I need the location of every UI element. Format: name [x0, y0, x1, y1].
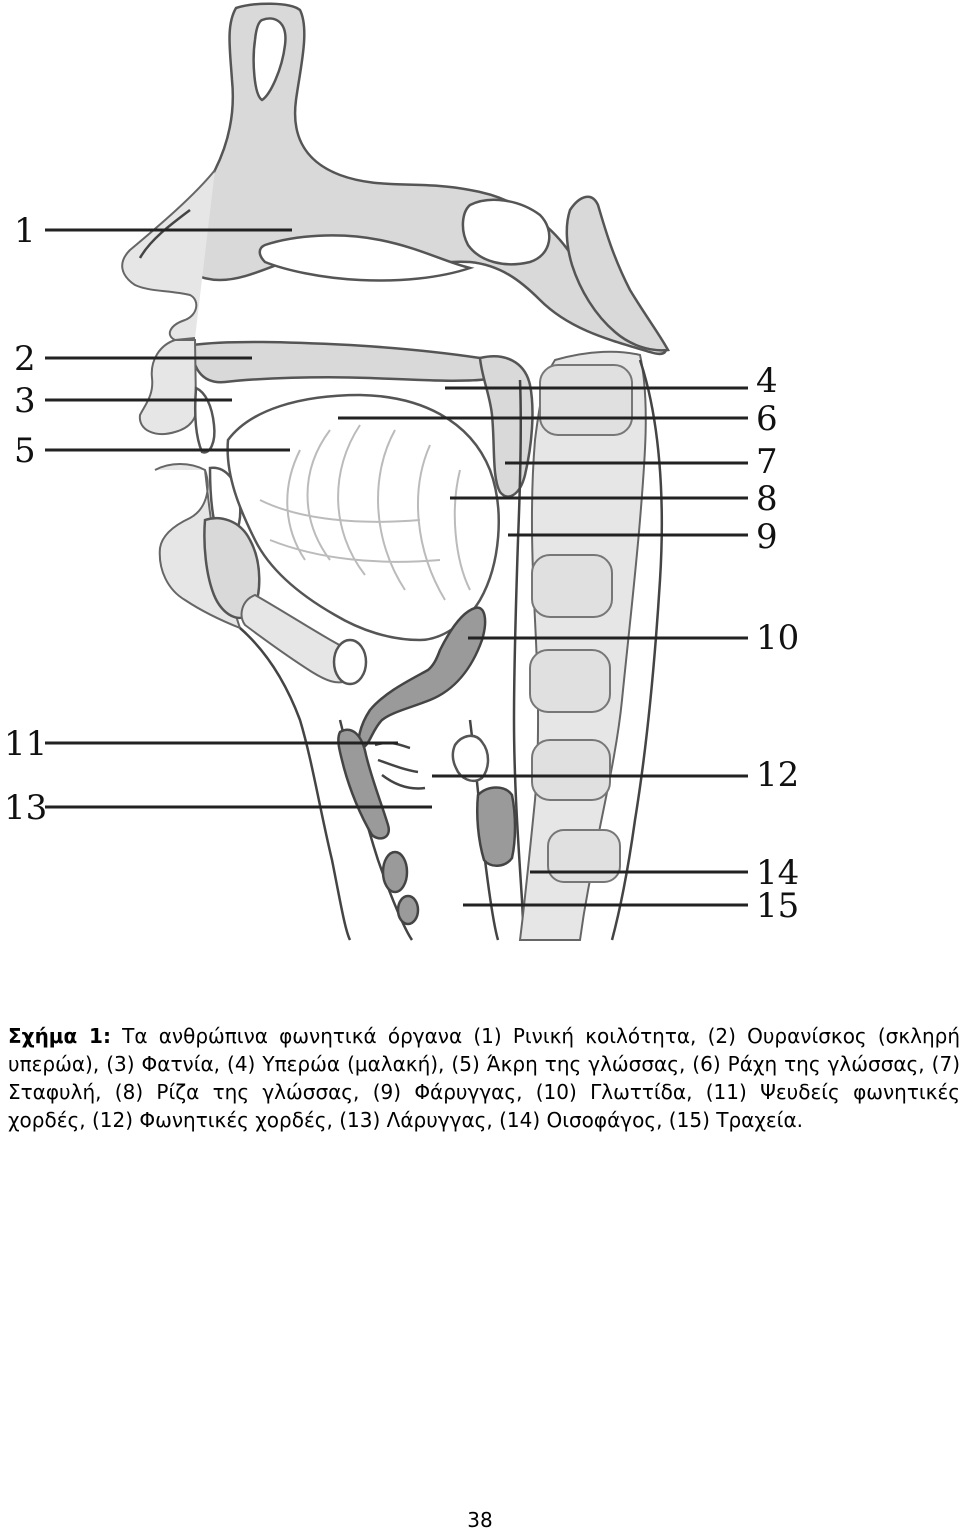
- label-13: 13: [4, 788, 48, 828]
- vertebra-3: [530, 650, 610, 712]
- label-10: 10: [756, 618, 800, 658]
- caption-text: Τα ανθρώπινα φωνητικά όργανα (1) Ρινική κοιλότητα, (2) Ουρανίσκος (σκληρή υπερώα), (3) Φατνία, (4) Υπερώα (μαλακή), (5) Άκρη της γλώσσας, (6) Ράχη της γλώσσας, (7) Σταφυλή, (8) Ρίζα της γλώσσας, (9) Φάρυγγας, (10) Γλωττίδα, (11) Ψευδείς φωνητικές χορδές, (12) Φωνητικές χορδές, (13) Λάρυγγας, (14) Οισοφάγος, (15) Τραχεία.: [8, 1024, 960, 1132]
- label-15: 15: [756, 886, 800, 926]
- caption-figure-label: Σχήμα 1:: [8, 1024, 111, 1048]
- vertebra-2: [532, 555, 612, 617]
- nose: [122, 170, 215, 340]
- vertebra-5: [548, 830, 620, 882]
- label-2: 2: [14, 339, 36, 379]
- label-9: 9: [756, 517, 778, 557]
- label-11: 11: [4, 724, 48, 764]
- anatomy-drawing: [122, 4, 668, 940]
- label-3: 3: [14, 381, 36, 421]
- arytenoid: [453, 736, 488, 781]
- page-number: 38: [467, 1508, 493, 1532]
- figure-caption: [8, 1022, 960, 1134]
- sphenoid-sinus: [463, 200, 549, 264]
- label-1: 1: [14, 211, 36, 251]
- upper-lip: [140, 340, 196, 434]
- label-12: 12: [756, 755, 800, 795]
- vertebra-1: [540, 365, 632, 435]
- thyroid-cartilage: [338, 730, 388, 839]
- hard-palate: [192, 342, 502, 382]
- label-7: 7: [756, 442, 778, 482]
- label-5: 5: [14, 431, 36, 471]
- hyoid-bone: [334, 640, 366, 684]
- vertebra-4: [532, 740, 610, 800]
- upper-incisor: [195, 388, 214, 452]
- label-4: 4: [756, 361, 778, 401]
- label-6: 6: [756, 399, 778, 439]
- label-8: 8: [756, 479, 778, 519]
- trachea-ring-1: [398, 896, 418, 924]
- vocal-fold-lines: [375, 743, 425, 789]
- cricoid-cartilage: [383, 852, 407, 892]
- esophagus-block: [477, 788, 515, 866]
- label-14: 14: [756, 853, 800, 893]
